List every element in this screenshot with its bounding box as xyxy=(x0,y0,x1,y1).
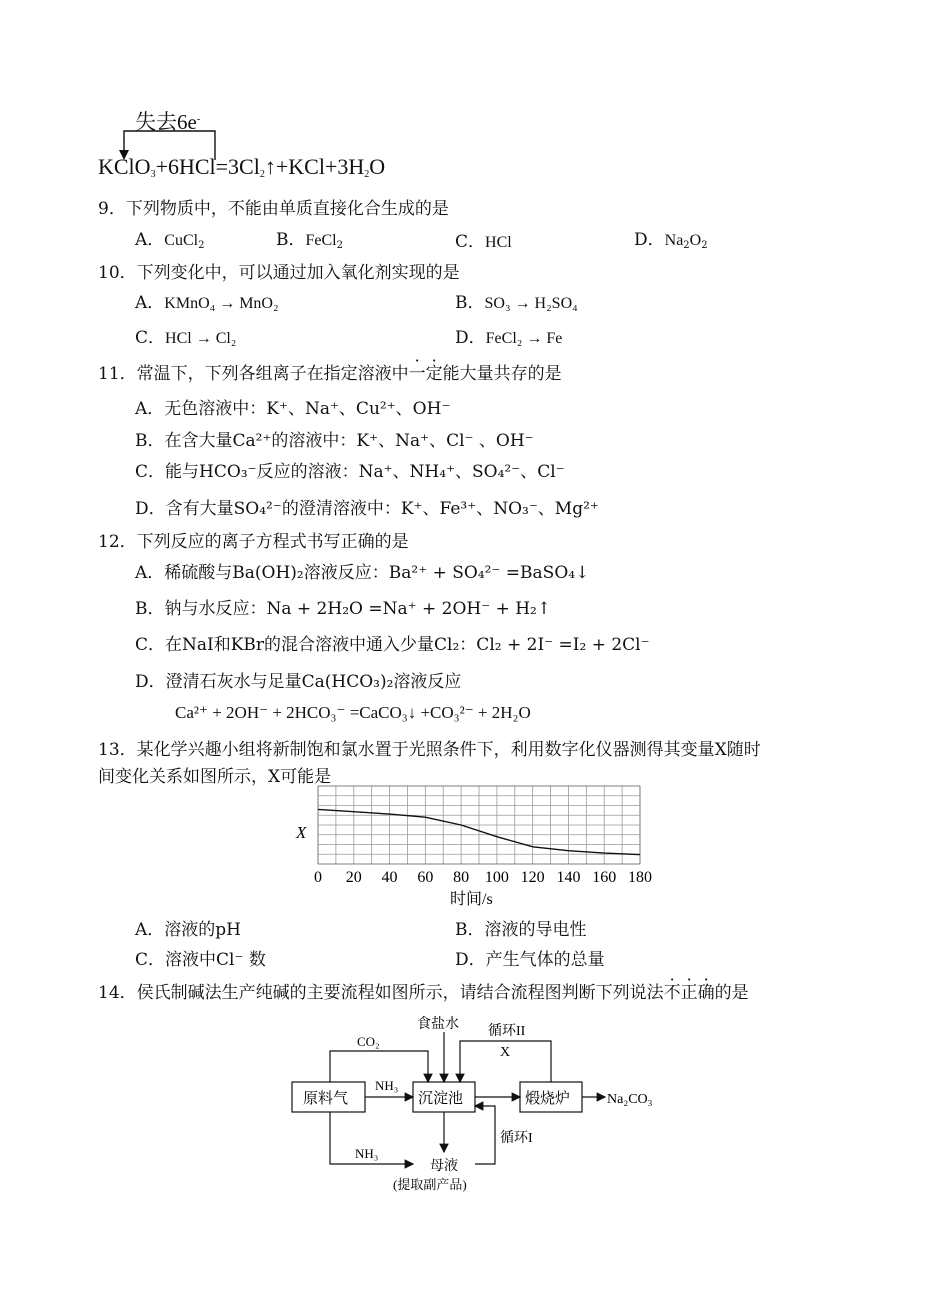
q11-option-c: C．能与HCO₃⁻反应的溶液：Na⁺、NH₄⁺、SO₄²⁻、Cl⁻ xyxy=(135,462,565,482)
electron-transfer-label: 失去6e- xyxy=(135,110,201,134)
q10-stem: 10．下列变化中，可以通过加入氧化剂实现的是 xyxy=(98,263,460,283)
q14-flow-diagram xyxy=(285,1012,685,1202)
q13-option-d: D．产生气体的总量 xyxy=(455,950,605,970)
x-axis-label: 时间/s xyxy=(450,891,493,908)
q9-option-b: B．FeCl$_2$ xyxy=(276,230,343,251)
q9-option-c: C．HCl xyxy=(455,232,512,252)
q9-option-d: D．$Na_2O_2$ xyxy=(634,230,708,251)
q12-stem: 12．下列反应的离子方程式书写正确的是 xyxy=(98,532,409,552)
q11-stem: 11．常温下，下列各组离子在指定溶液中一定能大量共存的是 xyxy=(98,364,562,384)
precip-tank-label: 沉淀池 xyxy=(418,1091,464,1107)
nh3-bottom-label: NH₃ xyxy=(355,1146,379,1161)
cycle1-label: 循环I xyxy=(500,1131,533,1146)
q10-option-d: D．FeCl₂ → Fe xyxy=(455,328,563,348)
q11-option-d: D．含有大量SO₄²⁻的澄清溶液中：K⁺、Fe³⁺、NO₃⁻、Mg²⁺ xyxy=(135,499,599,519)
y-axis-label: X xyxy=(296,823,307,842)
q13-chart xyxy=(290,780,670,910)
x-tick-label: 80 xyxy=(453,869,470,886)
q14-stem: 14．侯氏制碱法生产纯碱的主要流程如图所示，请结合流程图判断下列说法不正确的是 xyxy=(98,983,749,1003)
q13-option-c: C．溶液中Cl⁻ 数 xyxy=(135,950,266,970)
byproduct-label: (提取副产品) xyxy=(393,1177,467,1192)
x-tick-label: 140 xyxy=(556,869,581,886)
q10-option-a: A．KMnO₄ → MnO₂ xyxy=(135,293,279,313)
redox-equation: $KClO_3+6HCl=3Cl_2↑+KCl+3H_2O$ xyxy=(98,154,386,180)
q13-option-b: B．溶液的导电性 xyxy=(455,920,587,940)
q10-option-b: B．SO₃ → H₂SO₄ xyxy=(455,293,578,313)
q9-option-a: A．CuCl$_2$ xyxy=(135,230,205,251)
x-tick-label: 60 xyxy=(417,869,434,886)
q13-stem-line2: 间变化关系如图所示，X可能是 xyxy=(98,767,332,787)
q12-option-b: B．钠与水反应：Na + 2H₂O =Na⁺ + 2OH⁻ + H₂↑ xyxy=(135,599,552,619)
x-tick-label: 180 xyxy=(628,869,652,886)
cycle2-label: 循环II xyxy=(488,1024,526,1039)
q13-stem-line1: 13．某化学兴趣小组将新制饱和氯水置于光照条件下，利用数字化仪器测得其变量X随时 xyxy=(98,740,761,760)
x-tick-label: 120 xyxy=(520,869,545,886)
x-tick-label: 40 xyxy=(381,869,398,886)
q11-option-b: B．在含大量Ca²⁺的溶液中：K⁺、Na⁺、Cl⁻ 、OH⁻ xyxy=(135,431,534,451)
q11-option-a: A．无色溶液中：K⁺、Na⁺、Cu²⁺、OH⁻ xyxy=(135,399,451,419)
nh3-top-label: NH₃ xyxy=(375,1078,399,1093)
q12-option-c: C．在NaI和KBr的混合溶液中通入少量Cl₂：Cl₂ + 2I⁻ =I₂ + 2Cl⁻ xyxy=(135,635,650,655)
q9-stem: 9．下列物质中，不能由单质直接化合生成的是 xyxy=(98,199,449,219)
q12-option-d-equation: Ca²⁺ + 2OH⁻ + 2HCO₃⁻ =CaCO₃↓ +CO₃²⁻ + 2H₂O xyxy=(175,703,531,722)
x-tick-label: 20 xyxy=(345,869,362,886)
x-tick-label: 100 xyxy=(484,869,509,886)
calciner-label: 煅烧炉 xyxy=(525,1091,571,1107)
product-label: Na₂CO₃ xyxy=(607,1092,653,1107)
q13-option-a: A．溶液的pH xyxy=(135,920,241,940)
x-label: X xyxy=(500,1045,511,1060)
q10-option-c: C．HCl → Cl₂ xyxy=(135,328,237,348)
mother-liquor-label: 母液 xyxy=(430,1159,458,1174)
x-tick-label: 160 xyxy=(592,869,617,886)
brine-label: 食盐水 xyxy=(417,1017,459,1032)
raw-gas-label: 原料气 xyxy=(303,1091,349,1107)
co2-label: CO₂ xyxy=(357,1034,380,1049)
q12-option-a: A．稀硫酸与Ba(OH)₂溶液反应：Ba²⁺ + SO₄²⁻ =BaSO₄↓ xyxy=(135,563,590,583)
x-tick-label: 0 xyxy=(314,869,322,886)
q12-option-d: D．澄清石灰水与足量Ca(HCO₃)₂溶液反应 xyxy=(135,672,462,692)
